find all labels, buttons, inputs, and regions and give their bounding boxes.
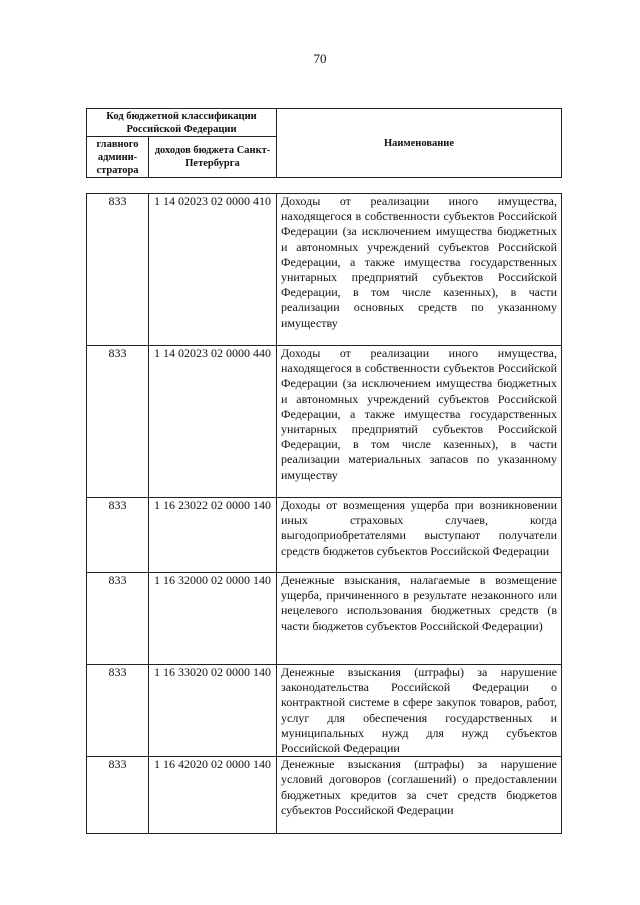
table-row [87, 665, 562, 757]
income-code: 1 16 42020 02 0000 140 [149, 757, 277, 834]
admin-code: 833 [87, 573, 149, 665]
admin-code: 833 [87, 346, 149, 498]
row-description: Денежные взыскания (штрафы) за нарушение условий договоров (соглашений) о предоставлении бюджетных кредитов за счет средств бюджетов субъектов Российской Федерации [277, 757, 562, 834]
header-group-title: Код бюджетной классификации Российской Федерации [87, 109, 277, 137]
income-code: 1 16 32000 02 0000 140 [149, 573, 277, 665]
income-code: 1 14 02023 02 0000 440 [149, 346, 277, 498]
row-description: Доходы от возмещения ущерба при возникновении иных страховых случаев, когда выгодоприобретателями выступают получатели средств бюджетов субъектов Российской Федерации [277, 498, 562, 573]
admin-code: 833 [87, 665, 149, 757]
header-income: доходов бюджета Санкт-Петербурга [149, 137, 277, 178]
income-code: 1 14 02023 02 0000 410 [149, 194, 277, 346]
row-description: Денежные взыскания (штрафы) за нарушение законодательства Российской Федерации о контрактной системе в сфере закупок товаров, работ, услуг для обеспечения государственных и муниципальных нужд для нужд субъектов Российской Федерации [277, 665, 562, 757]
page-number: 70 [313, 51, 327, 66]
income-code: 1 16 23022 02 0000 140 [149, 498, 277, 573]
admin-code: 833 [87, 194, 149, 346]
admin-code: 833 [87, 498, 149, 573]
table-row [87, 573, 562, 665]
table-header [86, 108, 562, 178]
table-row [87, 498, 562, 573]
header-name: Наименование [277, 109, 562, 178]
row-description: Денежные взыскания, налагаемые в возмещение ущерба, причиненного в результате незаконного или нецелевого использования бюджетных средств (в части бюджетов субъектов Российской Федерации) [277, 573, 562, 665]
table-row [87, 346, 562, 498]
table-row [87, 194, 562, 346]
admin-code: 833 [87, 757, 149, 834]
row-description: Доходы от реализации иного имущества, находящегося в собственности субъектов Российской Федерации (за исключением имущества бюджетных и автономных учреждений субъектов Российской Федерации, а также имущества государственных унитарных предприятий субъектов Российской Федерации, в том числе казенных), в части реализации материальных запасов по указанному имуществу [277, 346, 562, 498]
classification-table [86, 193, 562, 834]
income-code: 1 16 33020 02 0000 140 [149, 665, 277, 757]
header-admin: главного админи-стратора [87, 137, 149, 178]
table-row [87, 757, 562, 834]
row-description: Доходы от реализации иного имущества, находящегося в собственности субъектов Российской Федерации (за исключением имущества бюджетных и автономных учреждений субъектов Российской Федерации, а также имущества государственных унитарных предприятий субъектов Российской Федерации, в том числе казенных), в части реализации основных средств по указанному имуществу [277, 194, 562, 346]
